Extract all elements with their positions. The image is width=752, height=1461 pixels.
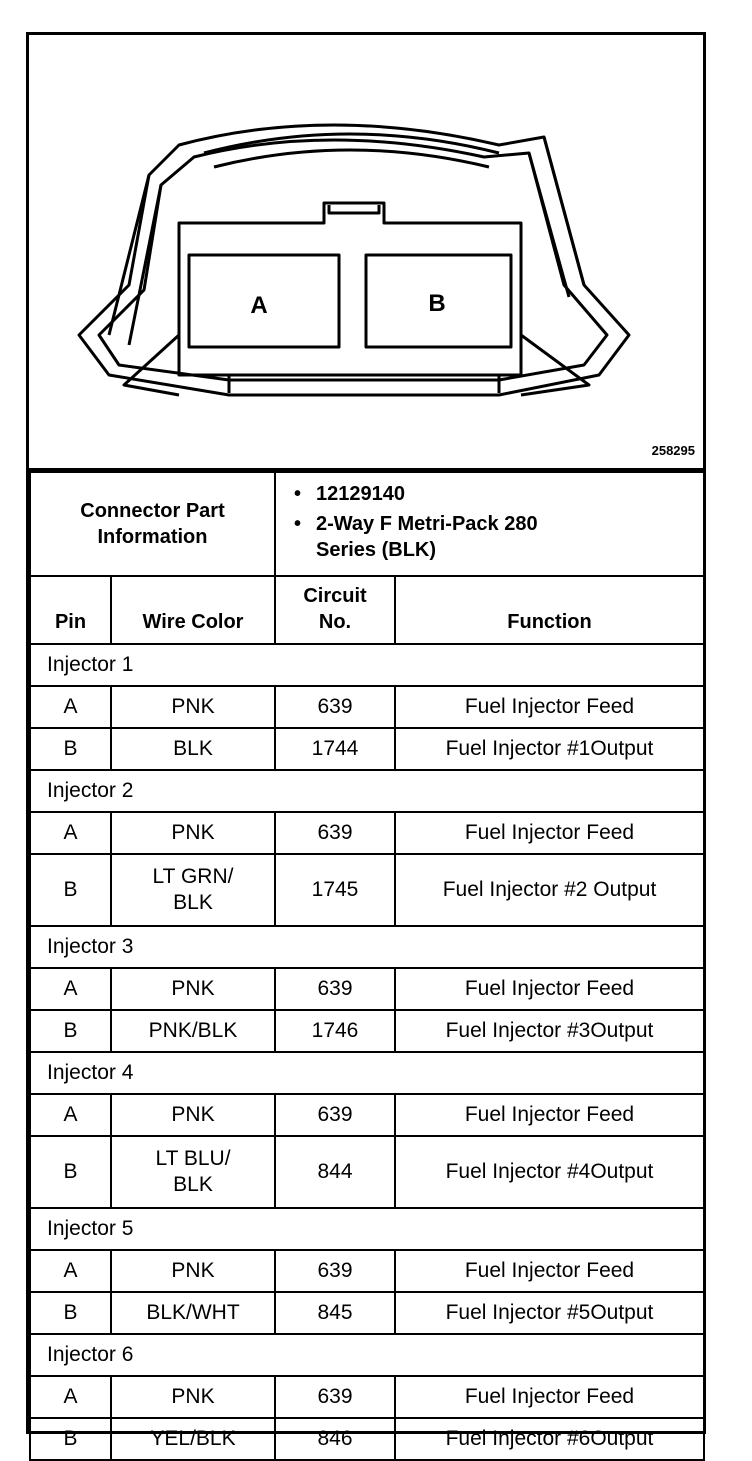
wire-color-cell: LT BLU/ BLK [111,1136,275,1208]
function-cell: Fuel Injector Feed [395,1250,704,1292]
function-cell: Fuel Injector #5Output [395,1292,704,1334]
pin-label-b: B [428,290,446,317]
pin-cell: B [30,1292,111,1334]
circuit-cell: 1744 [275,728,395,770]
injector-group-row [30,1334,704,1376]
part-description: • 2-Way F Metri-Pack 280 Series (BLK) [316,511,556,563]
wire-color-cell: PNK [111,1376,275,1418]
circuit-cell: 844 [275,1136,395,1208]
function-cell: Fuel Injector Feed [395,1376,704,1418]
pin-cell: A [30,1250,111,1292]
injector-group-row [30,926,704,968]
circuit-cell: 639 [275,1250,395,1292]
pin-cell: A [30,1094,111,1136]
table-row [30,1418,704,1460]
injector-group-row [30,1052,704,1094]
table-row [30,686,704,728]
pin-cell: A [30,1376,111,1418]
table-row [30,1376,704,1418]
table-row [30,1010,704,1052]
pin-cell: B [30,728,111,770]
circuit-cell: 1746 [275,1010,395,1052]
wire-color-cell: PNK [111,968,275,1010]
pin-cell: B [30,1136,111,1208]
function-cell: Fuel Injector Feed [395,968,704,1010]
header-wire-color: Wire Color [111,576,275,644]
table-row [30,812,704,854]
wire-color-cell: BLK/WHT [111,1292,275,1334]
injector-group-label: Injector 4 [30,1052,704,1094]
wire-color-cell: PNK/BLK [111,1010,275,1052]
function-cell: Fuel Injector #4Output [395,1136,704,1208]
function-cell: Fuel Injector Feed [395,686,704,728]
circuit-cell: 639 [275,812,395,854]
pin-label-a: A [250,292,268,319]
circuit-cell: 639 [275,968,395,1010]
connector-illustration [29,35,703,471]
pin-cell: A [30,686,111,728]
table-row [30,1292,704,1334]
wire-color-cell: YEL/BLK [111,1418,275,1460]
injector-group-row [30,644,704,686]
injector-group-label: Injector 5 [30,1208,704,1250]
function-cell: Fuel Injector #3Output [395,1010,704,1052]
connector-part-list [275,472,704,576]
connector-info-row [30,472,704,576]
pinout-table [29,471,705,1461]
pin-cell: A [30,812,111,854]
circuit-cell: 1745 [275,854,395,926]
table-row [30,1094,704,1136]
injector-group-label: Injector 6 [30,1334,704,1376]
injector-group-row [30,1208,704,1250]
figure-id: 258295 [651,443,695,458]
wire-color-cell: PNK [111,812,275,854]
table-row [30,1136,704,1208]
injector-group-row [30,770,704,812]
table-row [30,1250,704,1292]
connector-info-label: Connector Part Information [30,472,275,576]
pin-cell: B [30,1010,111,1052]
part-number: • 12129140 [316,481,699,507]
pin-cell: B [30,854,111,926]
connector-sheet [26,32,706,1450]
injector-group-label: Injector 3 [30,926,704,968]
function-cell: Fuel Injector Feed [395,812,704,854]
pin-cell: B [30,1418,111,1460]
header-function: Function [395,576,704,644]
injector-group-label: Injector 2 [30,770,704,812]
function-cell: Fuel Injector #2 Output [395,854,704,926]
function-cell: Fuel Injector Feed [395,1094,704,1136]
table-row [30,968,704,1010]
header-circuit: Circuit No. [275,576,395,644]
circuit-cell: 639 [275,1376,395,1418]
table-row [30,854,704,926]
wire-color-cell: PNK [111,686,275,728]
circuit-cell: 639 [275,1094,395,1136]
table-row [30,728,704,770]
circuit-cell: 845 [275,1292,395,1334]
injector-group-label: Injector 1 [30,644,704,686]
wire-color-cell: BLK [111,728,275,770]
header-row [30,576,704,644]
circuit-cell: 639 [275,686,395,728]
function-cell: Fuel Injector #1Output [395,728,704,770]
wire-color-cell: PNK [111,1094,275,1136]
header-pin: Pin [30,576,111,644]
wire-color-cell: PNK [111,1250,275,1292]
connector-drawing [29,35,703,471]
circuit-cell: 846 [275,1418,395,1460]
pin-cell: A [30,968,111,1010]
function-cell: Fuel Injector #6Output [395,1418,704,1460]
wire-color-cell: LT GRN/ BLK [111,854,275,926]
